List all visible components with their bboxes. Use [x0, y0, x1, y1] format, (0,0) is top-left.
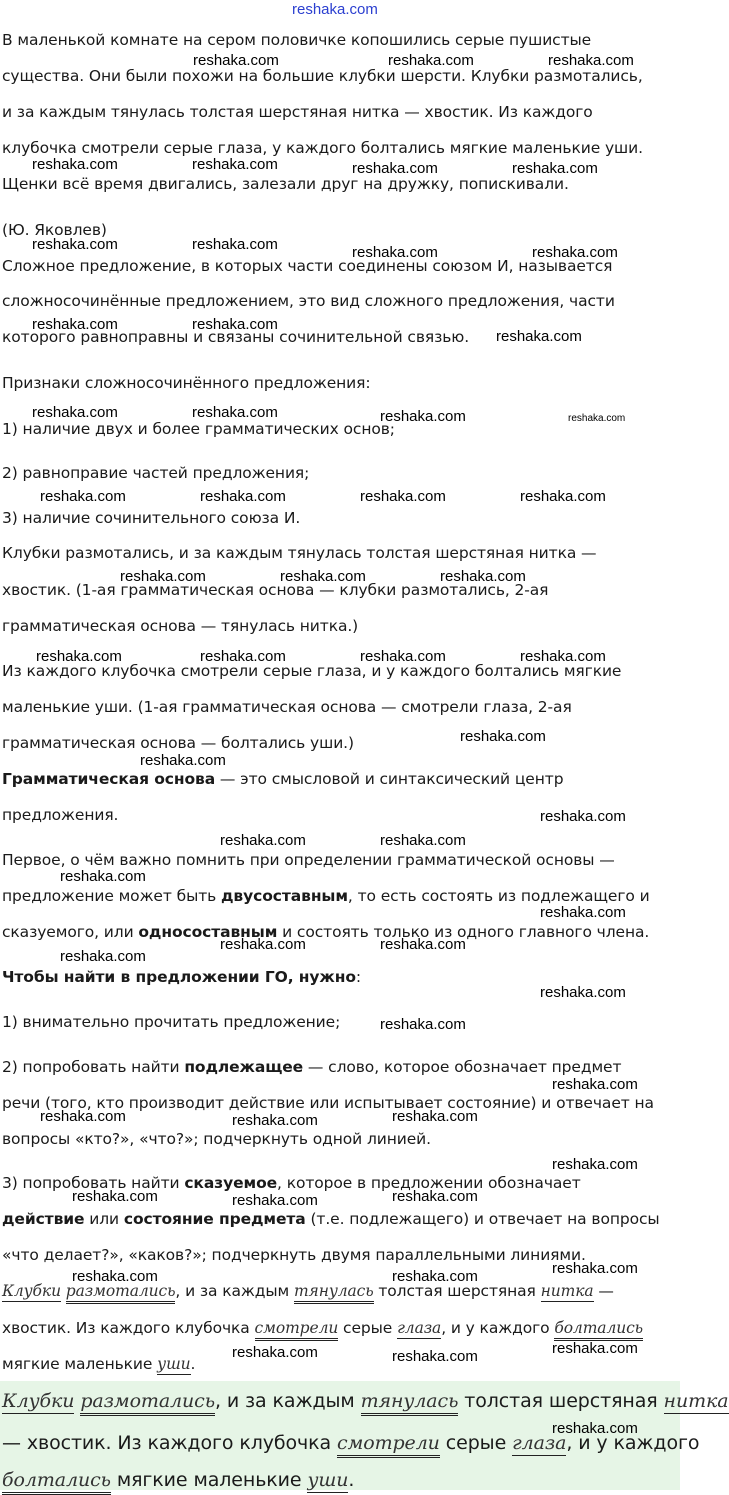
answer-line: [2, 1469, 354, 1491]
text-line: клубочка смотрели серые глаза, у каждого болтались мягкие маленькие уши.: [2, 139, 643, 157]
watermark: reshaka.com: [220, 832, 306, 849]
annotated-line: [2, 1355, 195, 1373]
term-bold: Грамматическая основа: [2, 770, 216, 788]
example-line: маленькие уши. (1-ая грамматическая основа — смотрели глаза, 2-ая: [2, 698, 572, 716]
example-line: Из каждого клубочка смотрели серые глаза, и у каждого болтались мягкие: [2, 662, 622, 680]
step-item: [2, 1210, 660, 1228]
watermark: reshaka.com: [60, 868, 146, 885]
example-line: хвостик. (1-ая грамматическая основа — клубки размотались, 2-ая: [2, 581, 549, 599]
watermark: reshaka.com: [32, 156, 118, 173]
predicate-word: размотались: [80, 1390, 215, 1416]
text-span: — слово, которое обозначает предмет: [303, 1058, 622, 1076]
example-line: грамматическая основа — тянулась нитка.): [2, 617, 359, 635]
text-span: мягкие маленькие: [116, 1469, 308, 1491]
subject-word: нитка: [540, 1282, 594, 1300]
text-span: , то есть состоять из подлежащего и: [347, 887, 650, 905]
watermark: reshaka.com: [40, 488, 126, 505]
text-span: (т.е. подлежащего) и отвечает на вопросы: [305, 1210, 660, 1228]
text-span: серые: [338, 1319, 398, 1337]
watermark: reshaka.com: [40, 1108, 126, 1125]
term-bold: состояние предмета: [123, 1210, 306, 1228]
watermark: reshaka.com: [380, 408, 466, 425]
text-span: толстая шерстяная: [458, 1390, 664, 1412]
watermark: reshaka.com: [392, 1108, 478, 1125]
predicate-word: болтались: [2, 1469, 111, 1495]
example-line: Клубки размотались, и за каждым тянулась толстая шерстяная нитка —: [2, 544, 597, 562]
watermark: reshaka.com: [352, 160, 438, 177]
text-span: 3) попробовать найти: [2, 1174, 185, 1192]
text-span: или: [84, 1210, 124, 1228]
predicate-word: тянулась: [361, 1390, 459, 1416]
term-bold: односоставным: [138, 923, 278, 941]
predicate-word: тянулась: [294, 1282, 374, 1304]
text-span: , и за каждым: [175, 1282, 294, 1300]
watermark: reshaka.com: [200, 648, 286, 665]
watermark: reshaka.com: [232, 1112, 318, 1129]
text-span: предложение может быть: [2, 887, 222, 905]
watermark: reshaka.com: [520, 488, 606, 505]
watermark: reshaka.com: [232, 1192, 318, 1209]
example-line: грамматическая основа — болтались уши.): [2, 734, 354, 752]
text-span: .: [190, 1355, 196, 1373]
predicate-word: смотрели: [337, 1432, 440, 1458]
watermark: reshaka.com: [60, 948, 146, 965]
watermark: reshaka.com: [32, 404, 118, 421]
step-item: речи (того, кто производит действие или испытывает состояние) и отвечает на: [2, 1094, 654, 1112]
author: (Ю. Яковлев): [2, 221, 107, 239]
watermark: reshaka.com: [540, 904, 626, 921]
term-bold: сказуемое: [184, 1174, 278, 1192]
watermark: reshaka.com: [380, 832, 466, 849]
watermark: reshaka.com: [36, 648, 122, 665]
watermark: reshaka.com: [72, 1268, 158, 1285]
watermark: reshaka.com: [192, 156, 278, 173]
text-line: [2, 923, 649, 941]
sign-item: 2) равноправие частей предложения;: [2, 464, 310, 482]
annotated-line: [2, 1319, 643, 1337]
find-title: [2, 968, 361, 986]
text-span: 2) попробовать найти: [2, 1058, 185, 1076]
watermark: reshaka.com: [352, 244, 438, 261]
step-item: вопросы «кто?», «что?»; подчеркнуть одной линией.: [2, 1130, 431, 1148]
watermark: reshaka.com: [32, 236, 118, 253]
watermark: reshaka.com: [200, 488, 286, 505]
text-span: хвостик. Из каждого клубочка: [26, 1432, 338, 1454]
definition-text: — это смысловой и синтаксический центр: [215, 770, 564, 788]
watermark: reshaka.com: [360, 488, 446, 505]
watermark: reshaka.com: [192, 404, 278, 421]
watermark: reshaka.com: [232, 1344, 318, 1361]
watermark: reshaka.com: [552, 1156, 638, 1173]
subject-word: уши: [157, 1355, 191, 1373]
sign-item: 1) наличие двух и более грамматических основ;: [2, 420, 395, 438]
step-item: [2, 1058, 621, 1076]
watermark: reshaka.com: [440, 568, 526, 585]
definition-line: предложения.: [2, 806, 119, 824]
text-line: и за каждым тянулась толстая шерстяная нитка — хвостик. Из каждого: [2, 103, 593, 121]
text-line: [2, 887, 650, 905]
text-span: сказуемого, или: [2, 923, 139, 941]
text-span: , и за каждым: [214, 1390, 361, 1412]
term-bold: действие: [2, 1210, 85, 1228]
text-line: Первое, о чём важно помнить при определении грамматической основы —: [2, 851, 615, 869]
watermark: reshaka.com: [192, 316, 278, 333]
predicate-word: смотрели: [255, 1319, 339, 1341]
text-span: , которое в предложении обозначает: [277, 1174, 581, 1192]
watermark: reshaka.com: [380, 1016, 466, 1033]
predicate-word: размотались: [66, 1282, 176, 1304]
text-line: Сложное предложение, в которых части соединены союзом И, называется: [2, 257, 613, 275]
watermark: reshaka.com: [552, 1260, 638, 1277]
watermark: reshaka.com: [540, 808, 626, 825]
subject-word: Клубки: [2, 1282, 61, 1300]
title-bold: Чтобы найти в предложении ГО, нужно: [2, 968, 356, 986]
watermark: reshaka.com: [392, 1268, 478, 1285]
step-item: 1) внимательно прочитать предложение;: [2, 1013, 341, 1031]
text-line: которого равноправны и связаны сочинительной связью.: [2, 328, 470, 346]
subject-word: нитка: [663, 1390, 729, 1412]
watermark: reshaka.com: [568, 413, 626, 424]
text-span: и состоять только из одного главного члена.: [277, 923, 650, 941]
text-span: —: [2, 1432, 27, 1454]
text-span: хвостик. Из каждого клубочка: [2, 1319, 255, 1337]
watermark: reshaka.com: [193, 52, 279, 69]
definition-line: [2, 770, 563, 788]
text-span: серые: [439, 1432, 513, 1454]
text-span: .: [348, 1469, 355, 1491]
watermark: reshaka.com: [380, 936, 466, 953]
watermark: reshaka.com: [360, 648, 446, 665]
watermark: reshaka.com: [512, 160, 598, 177]
watermark: reshaka.com: [220, 936, 306, 953]
subject-word: глаза: [512, 1432, 567, 1454]
watermark: reshaka.com: [120, 568, 206, 585]
text-line: Щенки всё время двигались, залезали друг на дружку, попискивали.: [2, 175, 569, 193]
watermark: reshaka.com: [548, 52, 634, 69]
subject-word: Клубки: [2, 1390, 75, 1412]
text-line: существа. Они были похожи на большие клубки шерсти. Клубки размотались,: [2, 67, 643, 85]
watermark: reshaka.com: [552, 1076, 638, 1093]
text-span: мягкие маленькие: [2, 1355, 158, 1373]
term-bold: двусоставным: [221, 887, 348, 905]
watermark: reshaka.com: [552, 1420, 638, 1437]
text-line: сложносочинённые предложением, это вид сложного предложения, части: [2, 292, 615, 310]
step-item: «что делает?», «каков?»; подчеркнуть двумя параллельными линиями.: [2, 1246, 586, 1264]
answer-line: [2, 1390, 729, 1412]
watermark: reshaka.com: [540, 984, 626, 1001]
subject-word: уши: [307, 1469, 349, 1491]
watermark: reshaka.com: [496, 328, 582, 345]
watermark: reshaka.com: [72, 1188, 158, 1205]
predicate-word: болтались: [554, 1319, 643, 1341]
text-span: , и у каждого: [566, 1432, 700, 1454]
watermark: reshaka.com: [140, 752, 226, 769]
watermark: reshaka.com: [532, 244, 618, 261]
watermark: reshaka.com: [520, 648, 606, 665]
watermark: reshaka.com: [32, 316, 118, 333]
watermark: reshaka.com: [392, 1348, 478, 1365]
text-span: толстая шерстяная: [373, 1282, 541, 1300]
subject-word: глаза: [397, 1319, 442, 1337]
watermark: reshaka.com: [552, 1340, 638, 1357]
text-span: —: [593, 1282, 614, 1300]
sign-item: 3) наличие сочинительного союза И.: [2, 509, 301, 527]
watermark: reshaka.com: [388, 52, 474, 69]
watermark: reshaka.com: [192, 236, 278, 253]
signs-title: Признаки сложносочинённого предложения:: [2, 374, 371, 392]
watermark: reshaka.com: [280, 568, 366, 585]
term-bold: подлежащее: [184, 1058, 304, 1076]
title-colon: :: [355, 968, 362, 986]
text-line: В маленькой комнате на сером половичке копошились серые пушистые: [2, 31, 592, 49]
watermark: reshaka.com: [460, 728, 546, 745]
text-span: , и у каждого: [441, 1319, 555, 1337]
site-header-link[interactable]: reshaka.com: [292, 1, 378, 18]
watermark: reshaka.com: [392, 1188, 478, 1205]
